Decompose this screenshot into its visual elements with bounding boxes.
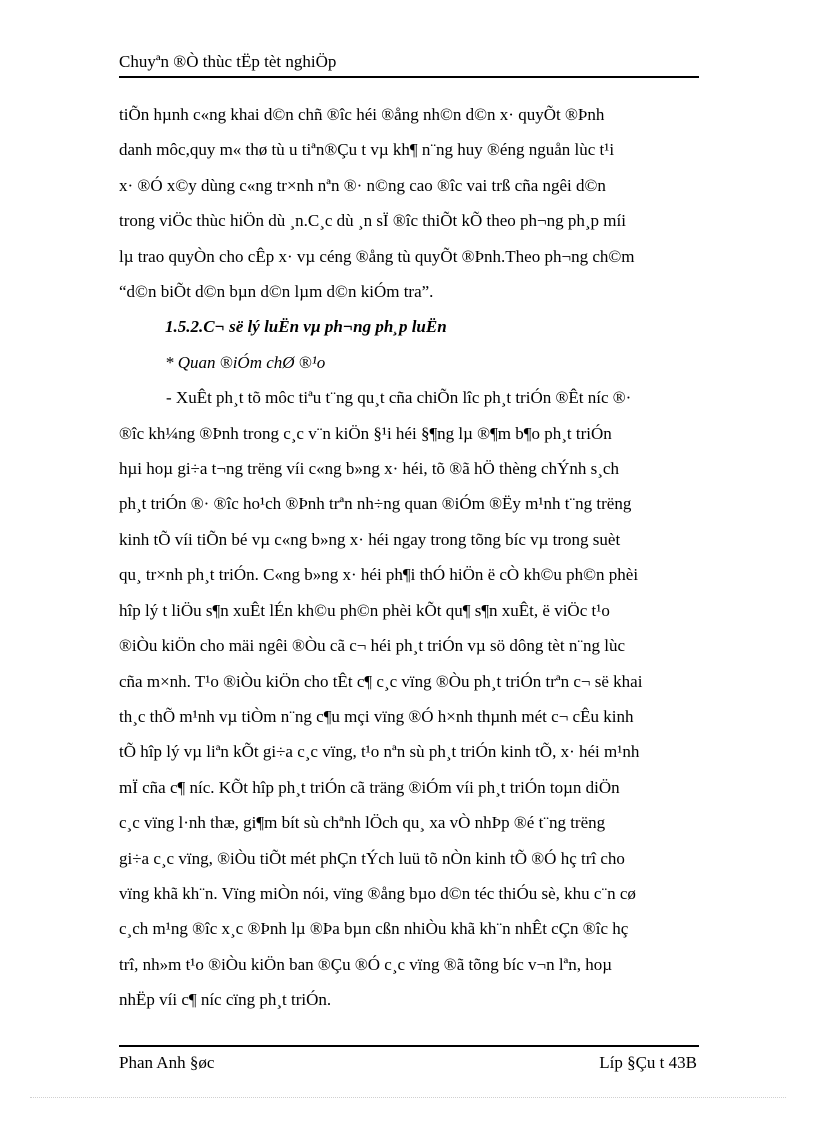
paragraph-line: vïng khã kh¨n. Vïng miÒn nói, vïng ®ång bµo d©n téc thiÓu sè, khu c¨n cø bbox=[119, 883, 636, 903]
paragraph-line: ®iÒu kiÖn cho mäi ngêi ®Òu cã c¬ héi ph¸t triÓn vµ sö dông tèt n¨ng lùc bbox=[119, 636, 626, 656]
paragraph-line: th¸c thÕ m¹nh vµ tiÒm n¨ng c¶u mçi vïng ®Ó h×nh thµnh mét c¬ cÊu kinh bbox=[119, 706, 634, 726]
paragraph-line: tÕ hîp lý vµ liªn kÕt gi÷a c¸c vïng, t¹o nªn sù ph¸t triÓn kinh tÕ, x· héi m¹nh bbox=[119, 742, 640, 762]
footer-class: Líp §Çu t 43B bbox=[599, 1053, 697, 1072]
paragraph-line: qu¸ tr×nh ph¸t triÓn. C«ng b»ng x· héi ph¶i thÓ hiÖn ë cÒ kh©u ph©n phèi bbox=[119, 565, 639, 585]
header-divider bbox=[119, 76, 699, 78]
sub-heading: * Quan ®iÓm chØ ®¹o bbox=[165, 352, 326, 372]
text-line: “d©n biÕt d©n bµn d©n lµm d©n kiÓm tra”. bbox=[119, 282, 434, 302]
paragraph-line: cña m×nh. T¹o ®iÒu kiÖn cho tÊt c¶ c¸c vïng ®Òu ph¸t triÓn trªn c¬ së khai bbox=[119, 671, 643, 691]
paragraph-line: ph¸t triÓn ®· ®îc ho¹ch ®Þnh trªn nh÷ng quan ®iÓm ®Ëy m¹nh t¨ng trëng bbox=[119, 494, 632, 514]
text-line: trong viÖc thùc hiÖn dù ¸n.C¸c dù ¸n sÏ ®îc thiÕt kÕ theo ph¬ng ph¸p míi bbox=[119, 211, 626, 231]
paragraph-line: hîp lý t liÖu s¶n xuÊt lÉn kh©u ph©n phèi kÕt qu¶ s¶n xuÊt, ë viÖc t¹o bbox=[119, 600, 610, 620]
text-line: x· ®Ó x©y dùng c«ng tr×nh nªn ®· n©ng cao ®îc vai trß cña ngêi d©n bbox=[119, 175, 606, 195]
paragraph-line: kinh tÕ víi tiÕn bé vµ c«ng b»ng x· héi ngay trong tõng bíc vµ trong suèt bbox=[119, 529, 621, 549]
body-text bbox=[119, 97, 699, 1018]
page-bottom-border bbox=[30, 1097, 786, 1098]
paragraph-line: hµi hoµ gi÷a t¬ng trëng víi c«ng b»ng x· héi, tõ ®ã hÖ thèng chÝnh s¸ch bbox=[119, 459, 619, 479]
paragraph-line: mÏ cña c¶ níc. KÕt hîp ph¸t triÓn cã träng ®iÓm víi ph¸t triÓn toµn diÖn bbox=[119, 777, 620, 797]
paragraph-line: trî, nh»m t¹o ®iÒu kiÖn ban ®Çu ®Ó c¸c vïng ®ã tõng bíc v¬n lªn, hoµ bbox=[119, 954, 613, 974]
paragraph-line: c¸c vïng l·nh thæ, gi¶m bít sù chªnh lÖch qu¸ xa vÒ nhÞp ®é t¨ng trëng bbox=[119, 813, 606, 833]
paragraph-line: c¸ch m¹ng ®îc x¸c ®Þnh lµ ®Þa bµn cßn nhiÒu khã kh¨n nhÊt cÇn ®îc hç bbox=[119, 919, 629, 939]
text-line: danh môc,quy m« thø tù u tiªn®Çu t vµ kh¶ n¨ng huy ®éng nguån lùc t¹i bbox=[119, 140, 615, 160]
text-line: tiÕn hµnh c«ng khai d©n chñ ®îc héi ®ång nh©n d©n x· quyÕt ®Þnh bbox=[119, 105, 605, 124]
footer-author: Phan Anh §øc bbox=[119, 1053, 215, 1072]
paragraph-first-line: - XuÊt ph¸t tõ môc tiªu t¨ng qu¸t cña chiÕn lîc ph¸t triÓn ®Êt níc ®· bbox=[166, 388, 632, 408]
paragraph-line: nhËp víi c¶ níc cïng ph¸t triÓn. bbox=[119, 990, 332, 1010]
page-header-title: Chuyªn ®Ò thùc tËp tèt nghiÖp bbox=[119, 52, 337, 71]
footer-divider bbox=[119, 1045, 699, 1047]
paragraph-line: ®îc kh¼ng ®Þnh trong c¸c v¨n kiÖn §¹i héi §¶ng lµ ®¶m b¶o ph¸t triÓn bbox=[119, 423, 612, 443]
section-heading: 1.5.2.C¬ së lý luËn vµ ph¬ng ph¸p luËn bbox=[165, 317, 447, 337]
paragraph-line: gi÷a c¸c vïng, ®iÒu tiÕt mét phÇn tÝch luü tõ nÒn kinh tÕ ®Ó hç trî cho bbox=[119, 848, 625, 868]
text-line: lµ trao quyÒn cho cÊp x· vµ céng ®ång tù quyÕt ®Þnh.Theo ph¬ng ch©m bbox=[119, 246, 635, 266]
